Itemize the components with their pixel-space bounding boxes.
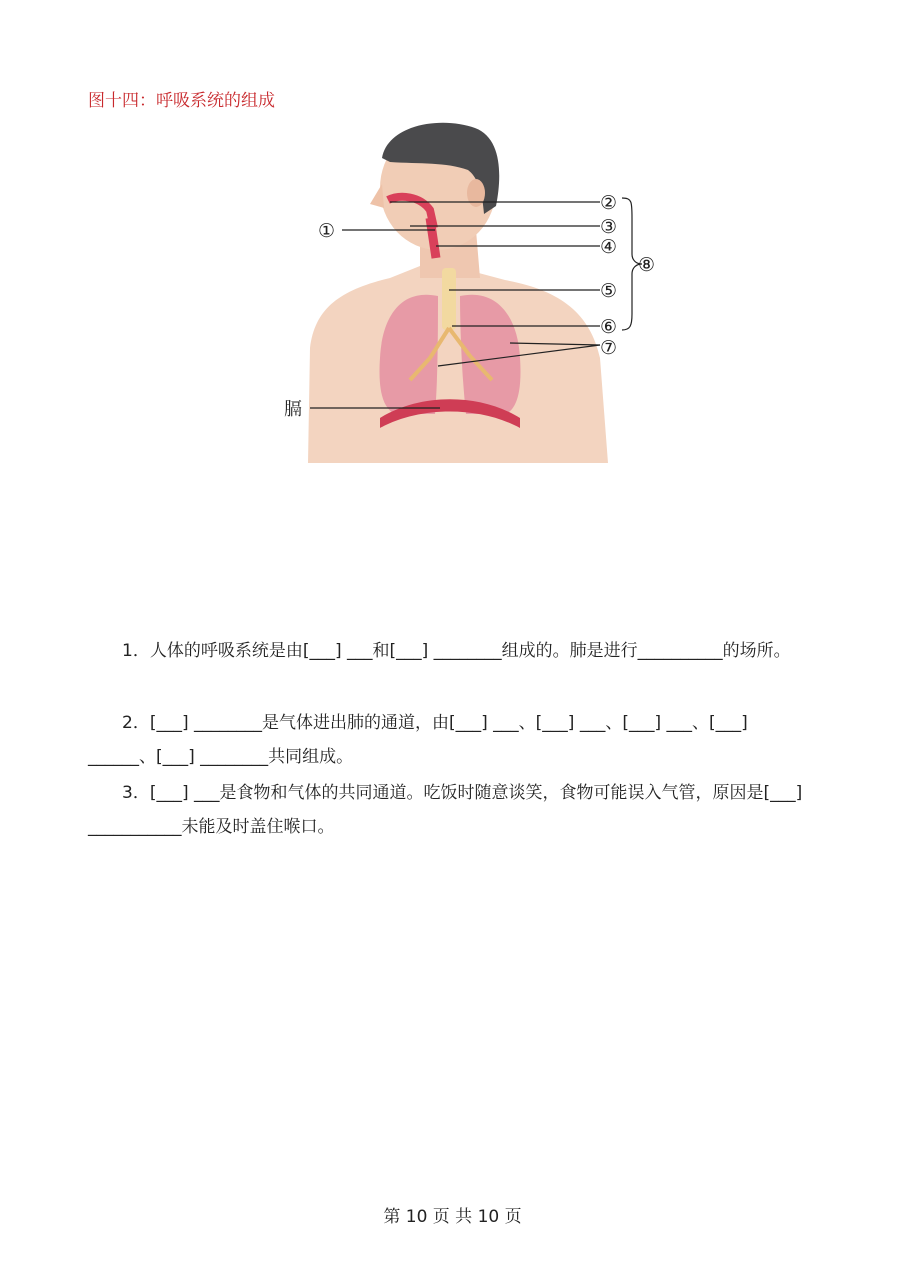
nose [370,184,384,208]
label-3: ③ [600,216,618,238]
trachea [442,268,456,330]
question-2-text: 2．[___] ________是气体进出肺的通道，由[___] ___、[___] ___、[___] ___、[___] ______、[___] ________共同组成。 [88,713,748,767]
question-2 [88,706,818,774]
pharynx [430,218,436,258]
label-diaphragm: 膈 [284,399,302,420]
label-2: ② [600,192,618,214]
label-6: ⑥ [600,316,618,338]
question-3 [88,776,818,844]
figure-title: 图十四：呼吸系统的组成 [88,91,275,111]
page-footer: 第 10 页 共 10 页 [383,1207,522,1227]
respiratory-system-illustration [270,118,690,468]
label-5: ⑤ [600,280,618,302]
question-3-text: 3．[___] ___是食物和气体的共同通道。吃饭时随意谈笑，食物可能误入气管，原因是[___] ___________未能及时盖住喉口。 [88,783,803,837]
question-1 [88,634,818,668]
question-1-text: 1．人体的呼吸系统是由[___] ___和[___] ________组成的。肺是进行__________的场所。 [122,641,791,661]
label-4: ④ [600,236,618,258]
torso [308,266,608,463]
label-7: ⑦ [600,337,618,359]
ear [467,179,485,207]
label-8: ⑧ [638,254,656,276]
label-1: ① [318,220,336,242]
